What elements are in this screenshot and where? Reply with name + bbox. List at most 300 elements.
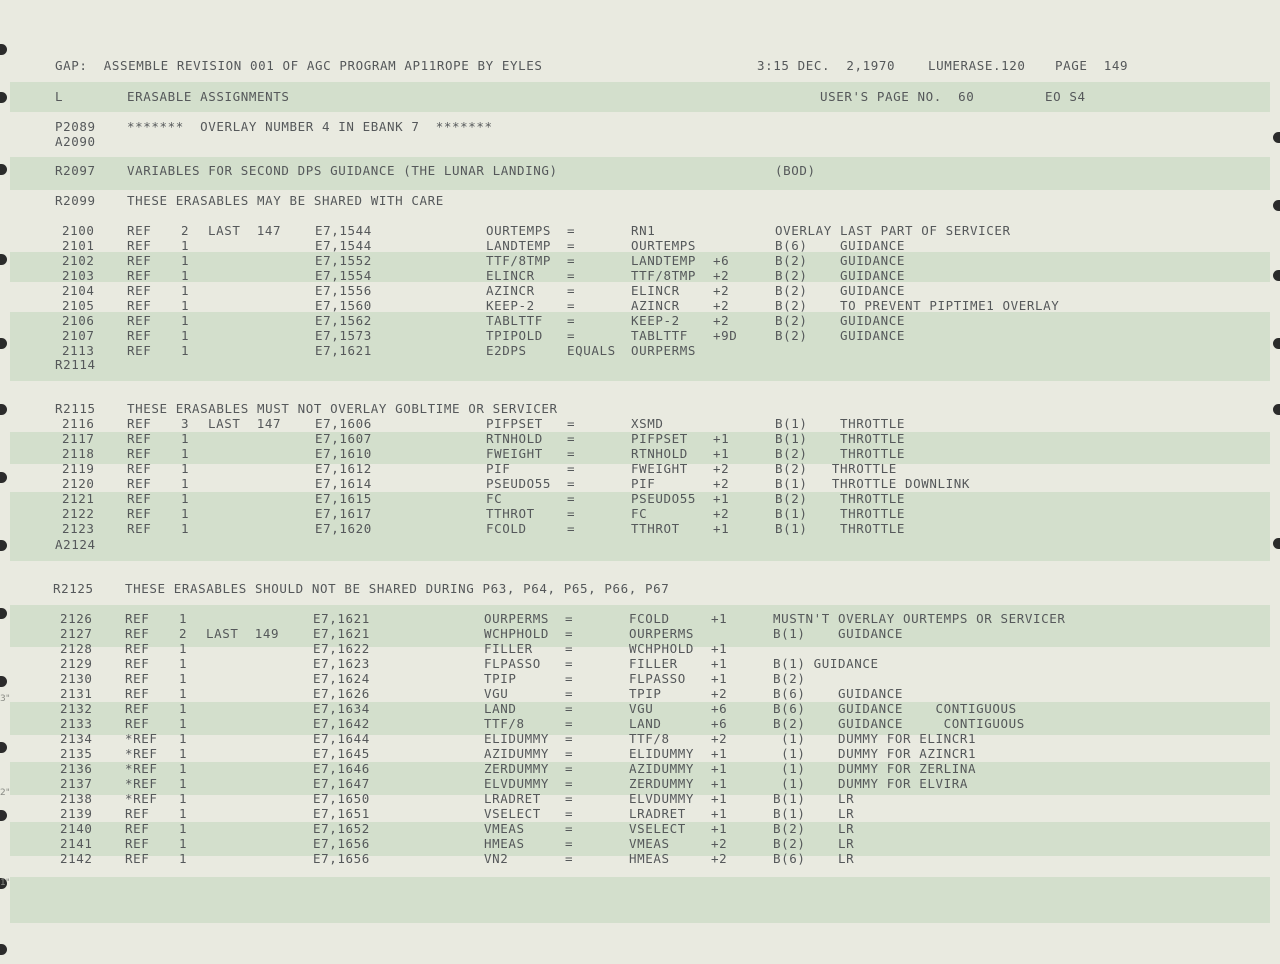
address: E7,1615 [315, 491, 372, 506]
ref-count: 1 [181, 343, 190, 358]
comment: B(1) THROTTLE [775, 521, 906, 536]
ref-count: 1 [181, 476, 190, 491]
symbol: WCHPHOLD [484, 626, 550, 641]
opcode: REF [125, 851, 150, 866]
comment: MUSTN'T OVERLAY OURTEMPS OR SERVICER [773, 611, 1066, 626]
listing-row [0, 611, 1280, 626]
symbol: AZINCR [486, 283, 535, 298]
address: E7,1544 [315, 238, 372, 253]
address: E7,1544 [315, 223, 372, 238]
opcode: REF [125, 701, 150, 716]
comment: B(2) GUIDANCE [775, 253, 906, 268]
offset: +6 [713, 253, 730, 268]
opcode: *REF [125, 731, 158, 746]
ref-count: 1 [181, 268, 190, 283]
ref-count: 1 [179, 851, 188, 866]
symbol: E2DPS [486, 343, 527, 358]
offset: +2 [711, 686, 728, 701]
offset: +2 [711, 851, 728, 866]
ref-count: 1 [179, 836, 188, 851]
symbol: TTF/8 [484, 716, 525, 731]
offset: +1 [711, 791, 728, 806]
value: OURTEMPS [631, 238, 697, 253]
ref-count: 1 [179, 686, 188, 701]
listing-row [0, 298, 1280, 313]
listing-row [0, 343, 1280, 358]
comment: B(1) GUIDANCE [773, 626, 904, 641]
care-note-text: THESE ERASABLES MAY BE SHARED WITH CARE [127, 193, 444, 208]
operator: = [567, 491, 576, 506]
value: ELIDUMMY [629, 746, 695, 761]
offset: +2 [713, 313, 730, 328]
comment: B(1) LR [773, 791, 855, 806]
symbol: VGU [484, 686, 509, 701]
comment: B(1) GUIDANCE [773, 656, 879, 671]
operator: = [567, 506, 576, 521]
ref-count: 1 [181, 313, 190, 328]
offset: +1 [711, 776, 728, 791]
line-number: 2141 [60, 836, 93, 851]
offset: +1 [713, 521, 730, 536]
greenbar [10, 877, 1270, 923]
comment: (1) DUMMY FOR ELVIRA [773, 776, 969, 791]
operator: = [567, 461, 576, 476]
value: HMEAS [629, 851, 670, 866]
opcode: REF [125, 626, 150, 641]
operator: = [565, 656, 574, 671]
opcode: REF [127, 283, 152, 298]
opcode: REF [125, 716, 150, 731]
symbol: PIFPSET [486, 416, 543, 431]
value: VGU [629, 701, 654, 716]
value: LAND [629, 716, 662, 731]
listing-row [0, 476, 1280, 491]
value: XSMD [631, 416, 664, 431]
address: E7,1650 [313, 791, 370, 806]
value: WCHPHOLD [629, 641, 695, 656]
value: PIF [631, 476, 656, 491]
value: TTF/8 [629, 731, 670, 746]
comment: (1) DUMMY FOR AZINCR1 [773, 746, 977, 761]
comment: B(1) THROTTLE [775, 431, 906, 446]
opcode: REF [127, 461, 152, 476]
symbol: ZERDUMMY [484, 761, 550, 776]
operator: = [567, 283, 576, 298]
opcode: REF [127, 313, 152, 328]
opcode: REF [125, 671, 150, 686]
address: E7,1656 [313, 851, 370, 866]
symbol: LAND [484, 701, 517, 716]
line-number: 2134 [60, 731, 93, 746]
ref-count: 2 [181, 223, 190, 238]
comment: B(1) LR [773, 806, 855, 821]
address: E7,1621 [315, 343, 372, 358]
care-note [0, 193, 1280, 208]
value: RN1 [631, 223, 656, 238]
line-number: 2116 [62, 416, 95, 431]
listing-header [0, 58, 1280, 73]
operator: = [565, 806, 574, 821]
address: E7,1562 [315, 313, 372, 328]
ref-count: 1 [181, 253, 190, 268]
symbol: KEEP-2 [486, 298, 535, 313]
line-tag: R2125 [53, 581, 94, 596]
throttle-note-text: THESE ERASABLES MUST NOT OVERLAY GOBLTIME OR SERVICER [127, 401, 558, 416]
address: E7,1621 [313, 611, 370, 626]
address: E7,1573 [315, 328, 372, 343]
offset: +1 [713, 491, 730, 506]
offset: +2 [713, 476, 730, 491]
symbol: VN2 [484, 851, 509, 866]
line-number: 2129 [60, 656, 93, 671]
ref-count: 1 [181, 298, 190, 313]
symbol: TTF/8TMP [486, 253, 552, 268]
offset: +9D [713, 328, 738, 343]
p6x-note [0, 581, 1280, 596]
address: E7,1642 [313, 716, 370, 731]
operator: = [565, 686, 574, 701]
listing-row [0, 791, 1280, 806]
offset: +6 [711, 716, 728, 731]
value: FWEIGHT [631, 461, 688, 476]
section-tag: L [55, 89, 64, 104]
line-number: 2126 [60, 611, 93, 626]
listing-row [0, 416, 1280, 431]
value: OURPERMS [631, 343, 697, 358]
address: E7,1644 [313, 731, 370, 746]
comment: B(2) GUIDANCE [775, 268, 906, 283]
opcode: REF [127, 476, 152, 491]
comment: B(2) GUIDANCE [775, 328, 906, 343]
line-tag: R2099 [55, 193, 96, 208]
line-number: 2121 [62, 491, 95, 506]
operator: = [565, 701, 574, 716]
operator: = [565, 626, 574, 641]
ref-count: 1 [179, 656, 188, 671]
ref-count: 1 [179, 701, 188, 716]
offset: +2 [713, 283, 730, 298]
ref-count: 1 [181, 238, 190, 253]
opcode: REF [127, 521, 152, 536]
address: E7,1624 [313, 671, 370, 686]
last-page: LAST 149 [206, 626, 280, 641]
notice-text: ******* OVERLAY NUMBER 4 IN EBANK 7 ******* [127, 119, 493, 134]
symbol: LRADRET [484, 791, 541, 806]
comment: B(6) GUIDANCE CONTIGUOUS [773, 701, 1017, 716]
address: E7,1634 [313, 701, 370, 716]
value: TPIP [629, 686, 662, 701]
ref-count: 1 [179, 671, 188, 686]
address: E7,1560 [315, 298, 372, 313]
opcode: REF [125, 806, 150, 821]
line-number: 2123 [62, 521, 95, 536]
opcode: REF [127, 446, 152, 461]
line-number: 2113 [62, 343, 95, 358]
listing-row [0, 746, 1280, 761]
listing-row [0, 776, 1280, 791]
offset: +1 [711, 821, 728, 836]
opcode: *REF [125, 761, 158, 776]
symbol: LANDTEMP [486, 238, 552, 253]
comment: B(2) GUIDANCE CONTIGUOUS [773, 716, 1025, 731]
ref-count: 1 [179, 761, 188, 776]
ref-count: 1 [181, 461, 190, 476]
line-number: 2122 [62, 506, 95, 521]
opcode: REF [125, 656, 150, 671]
value: VMEAS [629, 836, 670, 851]
line-r2114 [0, 357, 1280, 372]
line-number: 2135 [60, 746, 93, 761]
listing-row [0, 761, 1280, 776]
offset: +2 [713, 506, 730, 521]
comment: B(2) LR [773, 821, 855, 836]
opcode: REF [127, 298, 152, 313]
value: OURPERMS [629, 626, 695, 641]
listing-row [0, 223, 1280, 238]
comment: (1) DUMMY FOR ZERLINA [773, 761, 977, 776]
ref-count: 1 [181, 506, 190, 521]
address: E7,1607 [315, 431, 372, 446]
margin-mark: 2" [0, 788, 10, 798]
offset: +1 [711, 656, 728, 671]
last-page: LAST 147 [208, 416, 282, 431]
line-tag: P2089 [55, 119, 96, 134]
comment: B(1) THROTTLE [775, 416, 906, 431]
line-number: 2132 [60, 701, 93, 716]
listing-row [0, 521, 1280, 536]
comment: B(1) THROTTLE DOWNLINK [775, 476, 971, 491]
operator: = [565, 731, 574, 746]
line-tag: R2097 [55, 163, 96, 178]
value: PSEUDO55 [631, 491, 697, 506]
line-tag: R2115 [55, 401, 96, 416]
line-number: 2106 [62, 313, 95, 328]
address: E7,1646 [313, 761, 370, 776]
comment: OVERLAY LAST PART OF SERVICER [775, 223, 1011, 238]
value: ZERDUMMY [629, 776, 695, 791]
operator: = [565, 671, 574, 686]
offset: +1 [711, 761, 728, 776]
tractor-hole [0, 44, 7, 55]
ref-count: 1 [179, 791, 188, 806]
block-title [0, 163, 1280, 178]
address: E7,1556 [315, 283, 372, 298]
value: LRADRET [629, 806, 686, 821]
opcode: REF [127, 343, 152, 358]
ref-count: 1 [179, 746, 188, 761]
listing-row [0, 446, 1280, 461]
address: E7,1622 [313, 641, 370, 656]
line-number: 2142 [60, 851, 93, 866]
symbol: FCOLD [486, 521, 527, 536]
margin-mark: 3" [0, 694, 10, 704]
opcode: REF [127, 416, 152, 431]
symbol: PSEUDO55 [486, 476, 552, 491]
offset: +2 [711, 836, 728, 851]
operator: = [565, 641, 574, 656]
symbol: FLPASSO [484, 656, 541, 671]
line-number: 2127 [60, 626, 93, 641]
line-number: 2105 [62, 298, 95, 313]
address: E7,1645 [313, 746, 370, 761]
line-number: 2128 [60, 641, 93, 656]
address: E7,1606 [315, 416, 372, 431]
line-number: 2119 [62, 461, 95, 476]
value: FLPASSO [629, 671, 686, 686]
line-number: 2140 [60, 821, 93, 836]
symbol: PIF [486, 461, 511, 476]
opcode: *REF [125, 791, 158, 806]
symbol: ELVDUMMY [484, 776, 550, 791]
offset: +1 [713, 446, 730, 461]
line-number: 2139 [60, 806, 93, 821]
listing-row [0, 821, 1280, 836]
ref-count: 2 [179, 626, 188, 641]
operator: = [565, 761, 574, 776]
ref-count: 1 [181, 328, 190, 343]
comment: (1) DUMMY FOR ELINCR1 [773, 731, 977, 746]
offset: +2 [713, 461, 730, 476]
listing-row [0, 461, 1280, 476]
listing-row [0, 626, 1280, 641]
operator: = [567, 238, 576, 253]
value: AZINCR [631, 298, 680, 313]
operator: = [567, 313, 576, 328]
opcode: REF [127, 491, 152, 506]
ref-count: 1 [179, 611, 188, 626]
line-tag: A2090 [55, 134, 96, 149]
users-page: USER'S PAGE NO. 60 [820, 89, 975, 104]
opcode: REF [125, 611, 150, 626]
ref-count: 1 [179, 806, 188, 821]
symbol: VSELECT [484, 806, 541, 821]
line-a2124 [0, 537, 1280, 552]
address: E7,1620 [315, 521, 372, 536]
operator: = [567, 476, 576, 491]
ref-count: 1 [181, 446, 190, 461]
line-number: 2102 [62, 253, 95, 268]
line-number: 2138 [60, 791, 93, 806]
symbol: TTHROT [486, 506, 535, 521]
listing-row [0, 731, 1280, 746]
symbol: VMEAS [484, 821, 525, 836]
block-title-text: VARIABLES FOR SECOND DPS GUIDANCE (THE LUNAR LANDING) [127, 163, 558, 178]
comment: B(2) TO PREVENT PIPTIME1 OVERLAY [775, 298, 1060, 313]
symbol: OURPERMS [484, 611, 550, 626]
opcode: *REF [125, 746, 158, 761]
operator: = [565, 791, 574, 806]
operator: = [567, 298, 576, 313]
offset: +1 [711, 746, 728, 761]
address: E7,1623 [313, 656, 370, 671]
p6x-note-text: THESE ERASABLES SHOULD NOT BE SHARED DURING P63, P64, P65, P66, P67 [125, 581, 670, 596]
operator: = [565, 821, 574, 836]
offset: +1 [711, 671, 728, 686]
listing-row [0, 806, 1280, 821]
section-header [0, 89, 1280, 104]
listing-row [0, 431, 1280, 446]
ref-count: 3 [181, 416, 190, 431]
line-number: 2103 [62, 268, 95, 283]
symbol: TPIPOLD [486, 328, 543, 343]
comment: B(2) THROTTLE [775, 446, 906, 461]
line-number: 2120 [62, 476, 95, 491]
offset: +1 [711, 611, 728, 626]
address: E7,1552 [315, 253, 372, 268]
symbol: ELINCR [486, 268, 535, 283]
address: E7,1652 [313, 821, 370, 836]
value: FILLER [629, 656, 678, 671]
operator: = [567, 521, 576, 536]
operator: = [567, 416, 576, 431]
comment: B(2) GUIDANCE [775, 283, 906, 298]
listing-row [0, 313, 1280, 328]
value: AZIDUMMY [629, 761, 695, 776]
listing-row [0, 851, 1280, 866]
offset: +6 [711, 701, 728, 716]
line-number: 2118 [62, 446, 95, 461]
listing-row [0, 328, 1280, 343]
operator: = [567, 253, 576, 268]
address: E7,1647 [313, 776, 370, 791]
line-tag: A2124 [55, 537, 96, 552]
operator: = [567, 328, 576, 343]
listing-row [0, 238, 1280, 253]
page-number: PAGE 149 [1055, 58, 1129, 73]
opcode: REF [127, 268, 152, 283]
comment: B(6) LR [773, 851, 855, 866]
operator: EQUALS [567, 343, 616, 358]
symbol: ELIDUMMY [484, 731, 550, 746]
comment: B(1) THROTTLE [775, 506, 906, 521]
offset: +2 [713, 298, 730, 313]
symbol: RTNHOLD [486, 431, 543, 446]
offset: +1 [711, 806, 728, 821]
listing-row [0, 836, 1280, 851]
section-title: ERASABLE ASSIGNMENTS [127, 89, 290, 104]
opcode: REF [125, 836, 150, 851]
comment: B(6) GUIDANCE [773, 686, 904, 701]
address: E7,1621 [313, 626, 370, 641]
ref-count: 1 [179, 776, 188, 791]
ref-count: 1 [181, 283, 190, 298]
listing-row [0, 506, 1280, 521]
comment: B(6) GUIDANCE [775, 238, 906, 253]
opcode: REF [125, 641, 150, 656]
symbol: HMEAS [484, 836, 525, 851]
ref-count: 1 [179, 731, 188, 746]
operator: = [565, 611, 574, 626]
listing-row [0, 283, 1280, 298]
value: KEEP-2 [631, 313, 680, 328]
value: RTNHOLD [631, 446, 688, 461]
address: E7,1651 [313, 806, 370, 821]
line-number: 2130 [60, 671, 93, 686]
print-date: 3:15 DEC. 2,1970 [757, 58, 896, 73]
value: VSELECT [629, 821, 686, 836]
overlay-notice [0, 119, 1280, 134]
tractor-hole [0, 944, 7, 955]
listing-row [0, 656, 1280, 671]
operator: = [565, 746, 574, 761]
opcode: REF [125, 686, 150, 701]
opcode: REF [125, 821, 150, 836]
eo-label: EO S4 [1045, 89, 1086, 104]
offset: +1 [711, 641, 728, 656]
opcode: *REF [125, 776, 158, 791]
line-number: 2133 [60, 716, 93, 731]
listing-row [0, 671, 1280, 686]
